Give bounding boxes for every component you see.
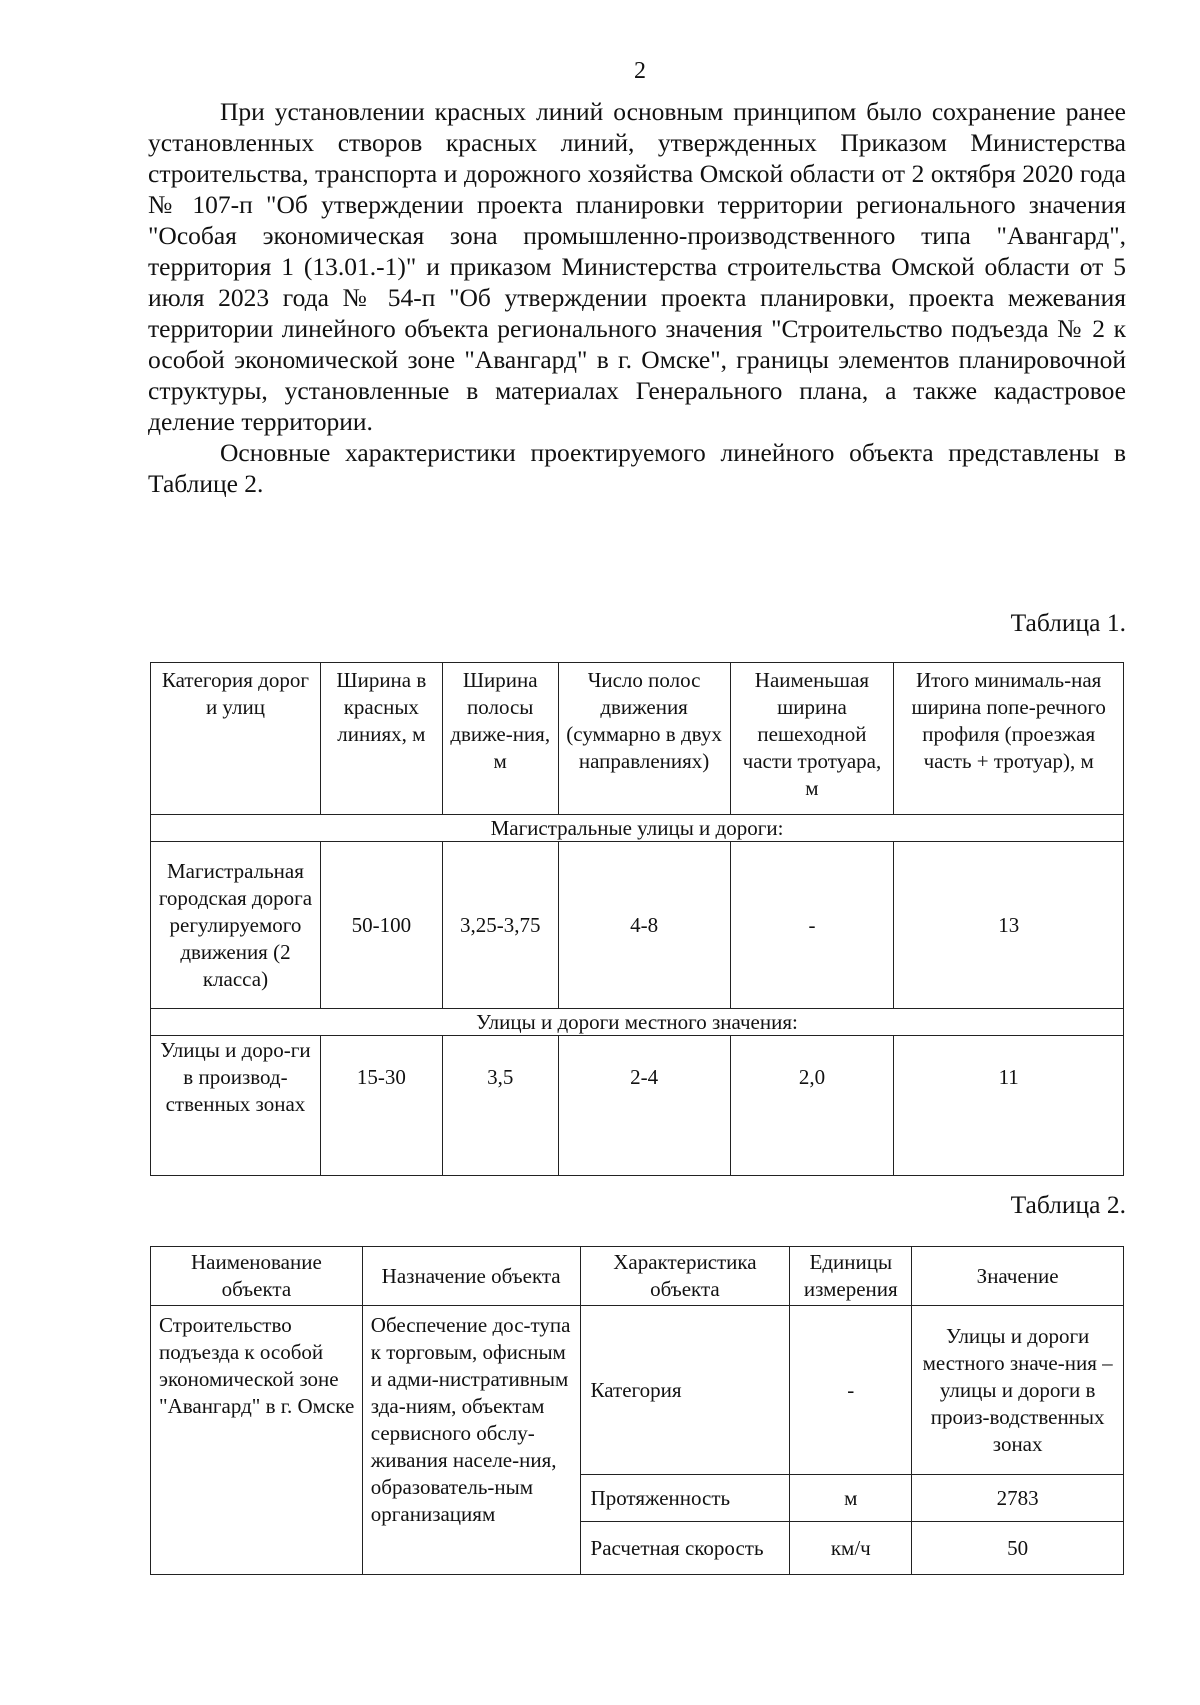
header-value: Значение: [912, 1247, 1124, 1306]
paragraph-characteristics: Основные характеристики проектируемого линейного объекта представлены в Таблице 2.: [148, 438, 1126, 498]
cell-characteristic: Категория: [580, 1306, 790, 1475]
table-2-caption: Таблица 2.: [1010, 1190, 1126, 1219]
cell-sidewalk-width: -: [730, 842, 894, 1009]
table-1-caption: Таблица 1.: [1010, 608, 1126, 637]
section-row-main: [151, 815, 1124, 842]
cell-unit: м: [790, 1475, 912, 1522]
cell-value: 2783: [912, 1475, 1124, 1522]
cell-lane-count: 2-4: [558, 1036, 730, 1176]
section-row-local: [151, 1009, 1124, 1036]
header-characteristic: Характеристика объекта: [580, 1247, 790, 1306]
cell-category: Улицы и доро-ги в производ-ственных зонах: [151, 1036, 321, 1176]
cell-category: Магистральная городская дорога регулируемого движения (2 класса): [151, 842, 321, 1009]
table-2-header-row: [151, 1247, 1124, 1306]
table-1-header-row: [151, 663, 1124, 815]
header-road-category: Категория дорог и улиц: [151, 663, 321, 815]
object-characteristics-table: [150, 1246, 1124, 1575]
cell-min-profile-width: 11: [894, 1036, 1124, 1176]
header-red-line-width: Ширина в красных линиях, м: [320, 663, 442, 815]
section-local-roads: Улицы и дороги местного значения:: [151, 1009, 1124, 1036]
cell-object-purpose: Обеспечение дос-тупа к торговым, офисным и адми-нистративным зда-ниям, объектам сервисного обслу-живания населе-ния, образователь-ным организациям: [362, 1306, 580, 1575]
table-row: [151, 842, 1124, 1009]
page-number: 2: [634, 58, 646, 84]
header-object-purpose: Назначение объекта: [362, 1247, 580, 1306]
cell-value: Улицы и дороги местного значе-ния – улицы и дороги в произ-водственных зонах: [912, 1306, 1124, 1475]
cell-characteristic: Протяженность: [580, 1475, 790, 1522]
cell-lane-width: 3,25-3,75: [442, 842, 558, 1009]
header-lane-count: Число полос движения (суммарно в двух направлениях): [558, 663, 730, 815]
cell-lane-count: 4-8: [558, 842, 730, 1009]
header-sidewalk-width: Наименьшая ширина пешеходной части тротуара, м: [730, 663, 894, 815]
table-row: [151, 1036, 1124, 1176]
header-lane-width: Ширина полосы движе-ния, м: [442, 663, 558, 815]
cell-min-profile-width: 13: [894, 842, 1124, 1009]
cell-sidewalk-width: 2,0: [730, 1036, 894, 1176]
cell-lane-width: 3,5: [442, 1036, 558, 1176]
table-row: [151, 1306, 1124, 1475]
road-categories-table: [150, 662, 1124, 1176]
cell-red-line-width: 15-30: [320, 1036, 442, 1176]
header-min-profile-width: Итого минималь-ная ширина попе-речного профиля (проезжая часть + тротуар), м: [894, 663, 1124, 815]
header-object-name: Наименование объекта: [151, 1247, 363, 1306]
section-main-roads: Магистральные улицы и дороги:: [151, 815, 1124, 842]
cell-value: 50: [912, 1522, 1124, 1575]
cell-red-line-width: 50-100: [320, 842, 442, 1009]
cell-unit: км/ч: [790, 1522, 912, 1575]
cell-characteristic: Расчетная скорость: [580, 1522, 790, 1575]
header-units: Единицы измерения: [790, 1247, 912, 1306]
cell-unit: -: [790, 1306, 912, 1475]
cell-object-name: Строительство подъезда к особой экономической зоне "Авангард" в г. Омске: [151, 1306, 363, 1575]
body-text: [148, 96, 1126, 499]
paragraph-red-lines: При установлении красных линий основным принципом было сохранение ранее установленных створов красных линий, утвержденных Приказом Министерства строительства, транспорта и дорожного хозяйства Омской области от 2 октября 2020 года № 107-п "Об утверждении проекта планировки территории регионального значения "Особая экономическая зона промышленно-производственного типа "Авангард", территория 1 (13.01.-1)" и приказом Министерства строительства Омской области от 5 июля 2023 года № 54-п "Об утверждении проекта планировки, проекта межевания территории линейного объекта регионального значения "Строительство подъезда № 2 к особой экономической зоне "Авангард" в г. Омске", границы элементов планировочной структуры, установленные в материалах Генерального плана, а также кадастровое деление территории.: [148, 97, 1126, 436]
